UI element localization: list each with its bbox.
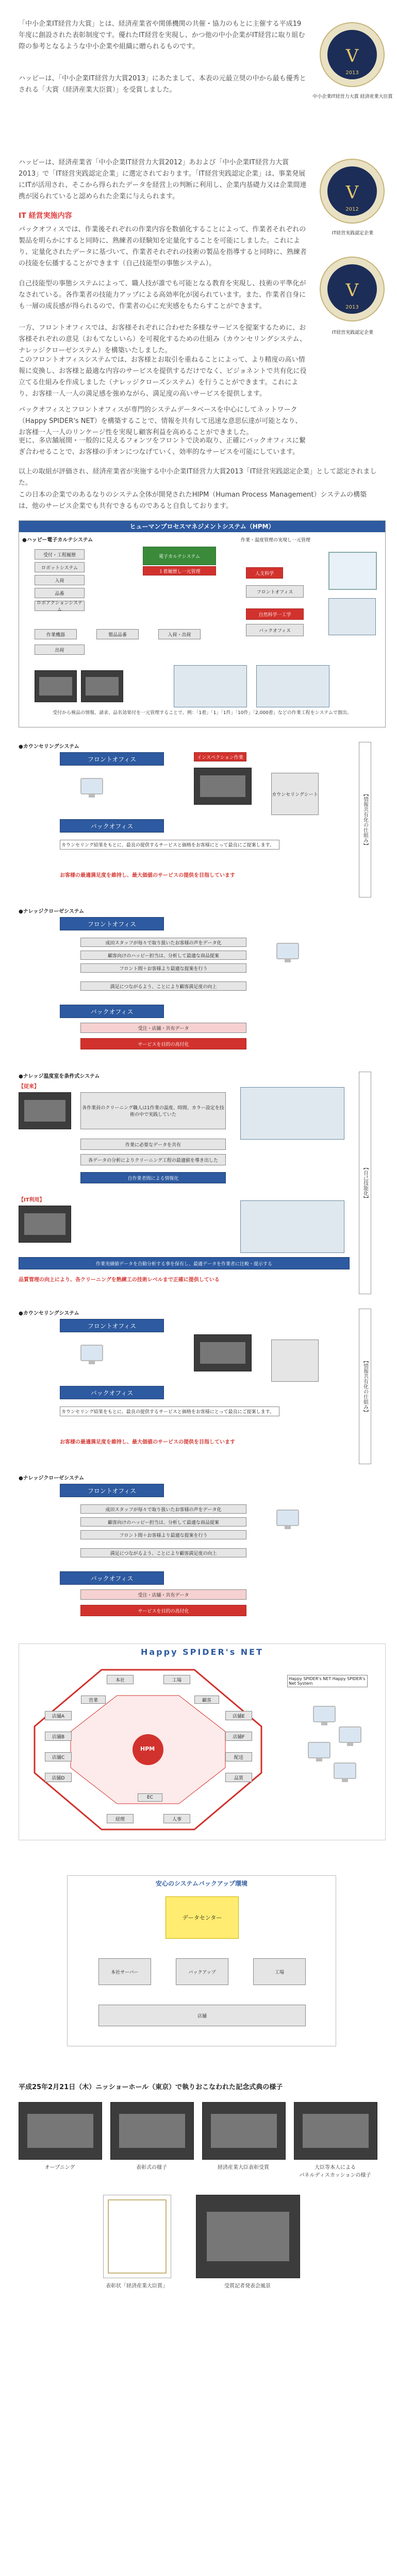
knowledge3-line3: フロント間＋お客様より最適な提案を行う <box>80 1530 246 1539</box>
knowledge1-sub: ●ナレッジクローゼシステム <box>19 909 85 914</box>
hpm-ekarte <box>143 547 216 565</box>
knowledge1-bottom2: 受注・店舗・共有データ <box>80 1023 246 1033</box>
backup-server: 本社サーバー <box>98 1958 151 1985</box>
ceremony-photo-3 <box>202 2102 286 2160</box>
backup-backup: バックアップ <box>176 1958 228 1985</box>
counsel2-pc <box>80 1345 103 1361</box>
knowledge1-pc <box>276 943 299 959</box>
intro-paragraph-4: バックオフィスでは、作業後それぞれの作業内容を数値化することによって、作業者それぞれの製品を明らかにすると同時に、熟練者の経験知を定量化することを可能にしました。これにより、定量化されたデータに基づいて、作業者それぞれの技術の製品を指導すると同時に、熟練者の技能を伝播することができます（自己技能型の事態システム）。 <box>19 226 307 267</box>
hpm-screen-3 <box>256 665 329 707</box>
hpm-photo-1 <box>35 670 77 702</box>
award-emblem-2012 <box>316 157 389 229</box>
counsel1-band: 【情報共有化の仕組み】 <box>359 742 371 897</box>
counsel1-sub: ●カウンセリングシステム <box>19 744 79 750</box>
knowledge1-line1: 成田スタッフが毎々で取り扱いたお客様の声をデータ化 <box>80 938 246 947</box>
intro-paragraph-5: 自己技能型の事態システムによって、職人技が誰でも可能となる教育を実現し、技術の平準化がなされている。各作業者の技能力アップによる高効率化が図られています。また、作業者自身にも一層の成長感が得られるので、作業者の心に充実感をもたらすことができます。 <box>19 280 306 310</box>
knowledge3-line2: 顧客向けのハッピー担当は、分析して最適な商品提案 <box>80 1517 246 1527</box>
counsel1-sheet: カウンセリングシート <box>271 773 319 815</box>
knowledge2-photo1 <box>19 1092 71 1129</box>
award-year: 2013 <box>345 70 359 76</box>
knowledge1-back: バックオフィス <box>60 1005 164 1018</box>
hpm-backoffice-box: バックオフィス <box>246 624 304 636</box>
ceremony-caption-3: 経済産業大臣表彰受賞 <box>218 2165 269 2171</box>
spider-node-4: 店舗B <box>45 1732 72 1741</box>
spider-pc-4 <box>334 1762 356 1779</box>
intro-paragraph-7: このフロントオフィスシステムでは、お客様とお取引を重ねることによって、より精度の高い情報に変換し、お客様と最適な内容のサービスを提供するだけでなく、ビジョネントで共有化に役立てる仕組みを作成しました（ナレッジクローズシステム）を行うことができます。これにより、お客様一人一人の満足感を強めながら、満足度の高いサービスを提供します。 <box>19 356 307 398</box>
hpm-label-1: 作業機器 <box>35 629 77 639</box>
spider-node-3: 店舗A <box>45 1711 72 1720</box>
backup-diagram <box>67 1875 336 2046</box>
hpm-natural-box: 自然科学一工学 <box>246 608 304 620</box>
hpm-item-5: ロボアクションシステム <box>35 601 85 611</box>
knowledge1-front: フロントオフィス <box>60 917 164 930</box>
counsel-section-2 <box>19 1309 385 1463</box>
knowledge3-back: バックオフィス <box>60 1571 164 1585</box>
knowledge2-screen1 <box>240 1087 344 1140</box>
counsel1-photo <box>194 768 252 805</box>
intro-paragraph-1: 「中小企業IT経営力大賞」とは、経済産業省や関係機関の共催・協力のもとに主催する平成19年度に創設された表彰制度です。優れたIT経営を実現し、かつ他の中小企業がIT経営に取り組む際の参考となるような中小企業や組織に贈られるものです。 <box>19 20 305 50</box>
knowledge-section-1 <box>19 907 385 1061</box>
knowledge3-pc <box>276 1510 299 1526</box>
hpm-sub-back-right: 作業・温度管理の実現し一元管理 <box>241 538 311 543</box>
spider-node-5: 店舗C <box>45 1752 72 1761</box>
hpm-monitor-image <box>328 552 377 590</box>
counsel1-bottom: お客様の最適満足度を維持し、最大価値のサービスの提供を目指しています <box>60 873 235 878</box>
counsel1-label4: インスペクション作業 <box>194 752 246 761</box>
award-caption-1: 中小企業IT経営力大賞 経済産業大臣賞 <box>312 94 393 99</box>
intro-paragraph-10: 以上の取組が評価され、経済産業省が実施する中小企業IT経営力大賞2013「IT経営実践認定企業」として認定されました。 <box>19 468 377 487</box>
hpm-screen-caption: 受付から検品の情報、請求、品名効果付を一元管理することで、例：「1着」「1」「1件」「10件」「2,000着」などの作業工程をシステムで割出。 <box>53 710 352 716</box>
spider-node-6: 店舗D <box>45 1773 72 1782</box>
backup-factory: 工場 <box>253 1958 306 1985</box>
hpm-ekarte-label: 電子カルテシステム <box>159 554 200 560</box>
spider-pc-2 <box>339 1726 361 1743</box>
intro-paragraph-6: 一方、フロントオフィスでは、お客様それぞれに合わせた多様なサービスを提案するために、お客様それぞれの意見（おもてなしいら）を可視化するための仕組み（カウンセリングシステム、ナレッジクローゼシステム）を構築いたしました。 <box>19 324 306 354</box>
counsel1-front: フロントオフィス <box>60 752 164 766</box>
knowledge2-screen2 <box>240 1200 344 1253</box>
svg-text:V: V <box>345 182 359 203</box>
ceremony-caption-6: 受賞記者発表会風景 <box>224 2283 271 2289</box>
knowledge2-caption2: 【IT利用】 <box>19 1197 45 1203</box>
spider-pc-1 <box>313 1706 336 1722</box>
counsel1-back: バックオフィス <box>60 819 164 833</box>
counsel2-front: フロントオフィス <box>60 1319 164 1332</box>
spider-node-7: 店舗E <box>225 1711 252 1720</box>
intro-paragraph-8: バックオフィスとフロントオフィスが専門的システムデータベースを中心にしてネットワーク（Happy SPIDER's NET）を構築することで、情報を共有して迅速な意思伝達が可能となり、お客様一人一人のリンケージ性を実現し顧客利益を高めることができました。 <box>19 406 302 436</box>
knowledge-section-2 <box>19 1072 385 1293</box>
svg-text:2012: 2012 <box>345 207 359 212</box>
award-caption-3: IT経営実践認定企業 <box>332 330 374 335</box>
counsel2-sheet <box>271 1340 319 1382</box>
hpm-screen-2 <box>174 665 247 707</box>
it-heading: IT 経営実施内容 <box>19 212 72 220</box>
knowledge3-line4: 満足につながるよう、ことにより顧客満足度の向上 <box>80 1548 246 1557</box>
knowledge1-bottom: サービスを目的の高付化 <box>80 1038 246 1049</box>
hpm-ai-box: 人支科学 <box>246 567 283 579</box>
counsel2-photo <box>194 1334 252 1371</box>
spider-node-12: 人事 <box>163 1814 190 1823</box>
knowledge3-bottom: サービスを目的の高付化 <box>80 1605 246 1616</box>
knowledge2-band: 【自己技能化】 <box>359 1072 371 1294</box>
knowledge-section-3 <box>19 1473 385 1628</box>
award-emblem-2013-grand <box>316 21 389 93</box>
knowledge2-sub: ●ナレッジ温度室を条件式システム <box>19 1074 100 1079</box>
knowledge3-line1: 成田スタッフが毎々で取り扱いたお客様の声をデータ化 <box>80 1504 246 1514</box>
hpm-item-4: 品番 <box>35 588 85 598</box>
knowledge2-photo2 <box>19 1206 71 1243</box>
hpm-item-1: 受付・工程履歴 <box>35 549 85 560</box>
hpm-photo-2 <box>81 670 123 702</box>
spider-node-2: 工場 <box>163 1675 190 1684</box>
svg-text:V: V <box>345 280 359 301</box>
ceremony-photo-2 <box>110 2102 194 2160</box>
knowledge2-text1: 各作業員のクリーニング職人は1作業の温度、時間、カラー設定を技術の中で実践していた <box>80 1092 226 1129</box>
hpm-label-3: 入荷・出荷 <box>158 629 201 639</box>
spider-node-center: HPM <box>140 1745 155 1752</box>
intro-paragraph-2: ハッピーは、「中小企業IT経営力大賞2013」にあたまして、本表の元最立奨の中から最も優秀とされる「大賞（経済産業大臣賞）」を受賞しました。 <box>19 75 306 94</box>
hpm-sub-back: ●ハッピー電子カルテシステム <box>22 537 93 543</box>
hpm-front-box: フロントオフィス <box>246 585 304 598</box>
knowledge2-text2: 各データの分析によりクリーニング工程の最適値を導き出した <box>80 1154 226 1165</box>
hpm-label-2: 製品品番 <box>96 629 139 639</box>
ceremony-photo-1 <box>19 2102 102 2160</box>
counsel2-tagline: カウンセリング結果をもとに、最良の提供するサービスと価格をお客様にとって最良にご提案します。 <box>60 1406 279 1416</box>
hpm-item-6: 出荷 <box>35 645 85 655</box>
counsel1-tagline: カウンセリング結果をもとに、最良の提供するサービスと価格をお客様にとって最良にご提案します。 <box>60 840 279 850</box>
spider-node-9: 配送 <box>225 1752 252 1761</box>
svg-text:V: V <box>345 46 359 66</box>
counsel-section-1 <box>19 742 385 896</box>
award-caption-2: IT経営実践認定企業 <box>332 231 374 236</box>
intro-paragraph-9: 更に、多店舗展開・一般的に見えるフォンツをフロントで決め取り、正確にバックオフィスに繋ぎ合わせることで、お客様の手オンにつなげていく、効率的なサービスを可能にしています。 <box>19 437 306 456</box>
knowledge1-line4: 満足につながるよう、ことにより顧客満足度の向上 <box>80 981 246 991</box>
intro-paragraph-11: この日本の企業でのあるなりのシステム全体が開発されたHIPM（Human Process Management）システムの構築は、他のサービス企業でも共有できるものであると自負しております。 <box>19 491 367 510</box>
ceremony-caption-1: オープニング <box>44 2165 75 2171</box>
spider-node-8: 店舗F <box>225 1732 252 1741</box>
hpm-diagram <box>19 520 386 727</box>
spider-node-1: 本社 <box>107 1675 134 1684</box>
knowledge2-text3: 作業に必要なデータを共有 <box>80 1139 226 1150</box>
knowledge3-front: フロントオフィス <box>60 1484 164 1497</box>
backup-stores: 店舗 <box>98 2005 306 2026</box>
svg-text:2013: 2013 <box>345 304 359 310</box>
ceremony-caption-4: 大臣等本人による パネルディスカッションの様子 <box>299 2165 371 2178</box>
counsel2-bottom: お客様の最適満足度を維持し、最大価値のサービスの提供を目指しています <box>60 1439 235 1445</box>
backup-datacenter: データセンター <box>166 1896 239 1939</box>
ceremony-heading: 平成25年2月21日（木）ニッショーホール（東京）で執りおこなわれた記念式典の様子 <box>19 2083 283 2091</box>
ceremony-certificate <box>103 2195 171 2278</box>
spider-node-13: 営業 <box>81 1696 106 1704</box>
spider-pc-3 <box>308 1742 330 1758</box>
intro-paragraph-3: ハッピーは、経済産業省「中小企業IT経営力大賞2012」あおよび「中小企業IT経営力大賞2013」で「IT経営実践認定企業」に選定されております。「IT経営実践認定企業」は、事業発展にITが活用され、そこから得られたデータを経営上の判断に利用し、企業内基礎力又は企業間連携が図られていると認められた企業に与えられます。 <box>19 159 307 200</box>
ceremony-caption-2: 表彰式の様子 <box>136 2165 167 2171</box>
hpm-screen-image <box>328 598 376 635</box>
counsel2-back: バックオフィス <box>60 1386 164 1399</box>
ceremony-photo-4 <box>294 2102 377 2160</box>
ceremony-photo-6 <box>196 2195 300 2278</box>
knowledge3-bottom2: 受注・店舗・共有データ <box>80 1589 246 1600</box>
knowledge1-line3: フロント間＋お客様より最適な提案を行う <box>80 963 246 973</box>
spider-callout: Happy SPIDER's NET Happy SPIDER's Net System <box>287 1675 368 1687</box>
hpm-title: ヒューマンプロセスマネジメントシステム（HPM） <box>19 521 385 532</box>
counsel1-pc <box>80 778 103 794</box>
knowledge2-bottom1: 作業実績値データを自動分析する事を保有し、最適データを作業者に比較・提示する <box>19 1257 350 1269</box>
award-emblem-2013 <box>316 255 389 327</box>
counsel2-band: 【情報共有化の仕組み】 <box>359 1309 371 1464</box>
knowledge2-text4: 自作業者間による情報化 <box>80 1172 226 1183</box>
knowledge3-sub: ●ナレッジクローゼシステム <box>19 1476 85 1481</box>
hpm-item-2: ロボットシステム <box>35 562 85 572</box>
knowledge1-line2: 顧客向けのハッピー担当は、分析して最適な商品提案 <box>80 951 246 960</box>
spider-net-diagram <box>19 1643 386 1840</box>
hpm-ekarte-2: １着履歴し一元管理 <box>143 566 216 575</box>
counsel2-sub: ●カウンセリングシステム <box>19 1311 79 1316</box>
spider-node-10: 品質 <box>225 1773 252 1782</box>
hpm-item-3: 入荷 <box>35 575 85 585</box>
spider-node-11: 経理 <box>107 1814 134 1823</box>
knowledge2-bottom2: 品質管理の向上により、各クリーニングを熟練工の技術レベルまで正確に提供している <box>19 1277 220 1283</box>
ceremony-caption-5: 表彰状「経済産業大臣賞」 <box>106 2283 168 2289</box>
spider-title: Happy SPIDER's NET <box>140 1647 264 1657</box>
knowledge2-caption1: 【従来】 <box>19 1084 39 1090</box>
backup-title: 安心のシステムバックアップ環境 <box>156 1880 247 1887</box>
spider-node-15: EC <box>138 1793 162 1802</box>
spider-node-14: 顧客 <box>194 1696 219 1704</box>
